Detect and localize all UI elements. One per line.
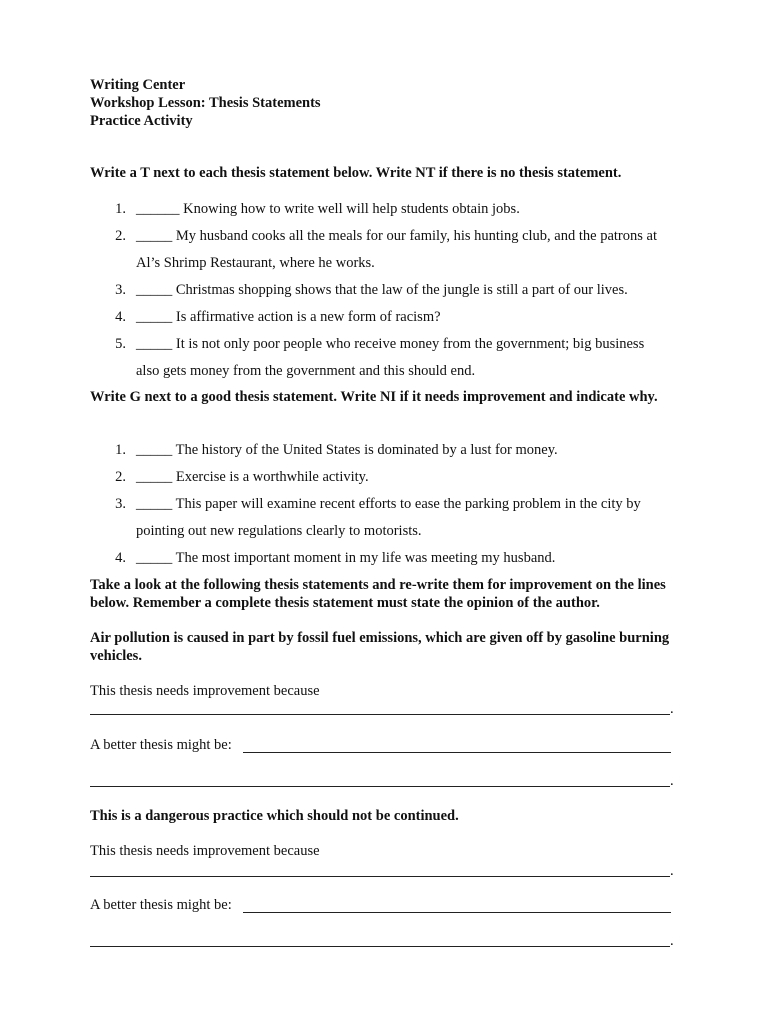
answer-line[interactable] (243, 912, 671, 913)
list-item-text: _____ The history of the United States is dominated by a lust for money. (136, 442, 558, 458)
list-item-number: 1. (115, 201, 126, 217)
list-item-number: 5. (115, 336, 126, 352)
answer-line[interactable] (243, 752, 671, 753)
list-item-continuation: also gets money from the government and this should end. (136, 363, 476, 379)
thesis-statement-2: This is a dangerous practice which should not be continued. (90, 808, 459, 824)
list-item-text: _____ This paper will examine recent efforts to ease the parking problem in the city by (136, 496, 641, 512)
answer-line[interactable] (90, 714, 670, 715)
header-activity-label: Practice Activity (90, 113, 193, 129)
list-item-text: _____ Christmas shopping shows that the law of the jungle is still a part of our lives. (136, 282, 628, 298)
list-item-text: _____ Exercise is a worthwhile activity. (136, 469, 369, 485)
answer-line[interactable] (90, 946, 670, 947)
worksheet-header (90, 76, 321, 130)
thesis-statement-1: Air pollution is caused in part by fossil fuel emissions, which are given off by gasoline burning vehicles. (90, 630, 670, 664)
list-item-text: ______ Knowing how to write well will help students obtain jobs. (136, 201, 520, 217)
line-end-period: . (670, 933, 674, 949)
list-item-number: 3. (115, 282, 126, 298)
list-item-text: _____ It is not only poor people who receive money from the government; big business (136, 336, 645, 352)
list-item-continuation: Al’s Shrimp Restaurant, where he works. (136, 255, 375, 271)
list-item-number: 4. (115, 550, 126, 566)
list-item-continuation: pointing out new regulations clearly to motorists. (136, 523, 422, 539)
list-item-number: 2. (115, 228, 126, 244)
section3-instruction: Take a look at the following thesis statements and re-write them for improvement on the lines below. Remember a complete thesis statement must state the opinion of the author. (90, 577, 666, 611)
list-item-number: 3. (115, 496, 126, 512)
section1-instruction: Write a T next to each thesis statement below. Write NT if there is no thesis statement. (90, 165, 622, 181)
list-item-number: 4. (115, 309, 126, 325)
header-center-name: Writing Center (90, 77, 186, 93)
answer-line[interactable] (90, 786, 670, 787)
list-item-text: _____ Is affirmative action is a new form of racism? (136, 309, 441, 325)
list-item-number: 1. (115, 442, 126, 458)
list-item-text: _____ The most important moment in my life was meeting my husband. (136, 550, 556, 566)
needs-improvement-label: This thesis needs improvement because (90, 843, 320, 859)
answer-line[interactable] (90, 876, 670, 877)
needs-improvement-label: This thesis needs improvement because (90, 683, 320, 699)
section2-instruction: Write G next to a good thesis statement. Write NI if it needs improvement and indicate why. (90, 389, 658, 405)
line-end-period: . (670, 701, 674, 717)
list-item-number: 2. (115, 469, 126, 485)
line-end-period: . (670, 863, 674, 879)
better-thesis-label: A better thesis might be: (90, 897, 232, 913)
better-thesis-label: A better thesis might be: (90, 737, 232, 753)
list-item-text: _____ My husband cooks all the meals for our family, his hunting club, and the patrons at (136, 228, 657, 244)
line-end-period: . (670, 773, 674, 789)
header-lesson-title: Workshop Lesson: Thesis Statements (90, 95, 321, 111)
